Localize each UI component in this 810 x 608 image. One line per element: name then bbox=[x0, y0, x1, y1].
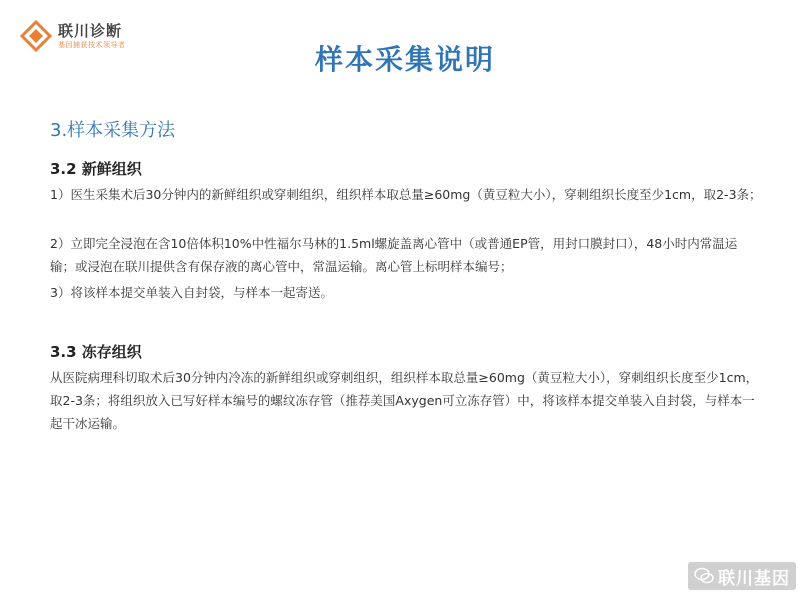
logo-tagline: 基因捕获技术领导者 bbox=[58, 41, 126, 49]
wechat-icon bbox=[694, 566, 714, 586]
watermark-text: 联川基因 bbox=[718, 568, 790, 589]
section-heading: 3.样本采集方法 bbox=[50, 120, 176, 141]
logo-name: 联川诊断 bbox=[58, 22, 123, 40]
subsection-heading-fresh-tissue: 3.2 新鲜组织 bbox=[50, 160, 142, 178]
fresh-tissue-step-3: 3）将该样本提交单装入自封袋，与样本一起寄送。 bbox=[50, 285, 333, 300]
fresh-tissue-step-1: 1）医生采集术后30分钟内的新鲜组织或穿刺组织，组织样本取总量≥60mg（黄豆粒大小），穿刺组织长度至少1cm，取2-3条； bbox=[50, 187, 762, 202]
frozen-tissue-description: 从医院病理科切取术后30分钟内冷冻的新鲜组织或穿刺组织，组织样本取总量≥60mg（黄豆粒大小），穿刺组织长度至少1cm，取2-3条；将组织放入已写好样本编号的螺纹冻存管（推荐美国Axygen可立冻存管）中，将该样本提交单装入自封袋，与样本一起干冰运输。 bbox=[50, 370, 759, 431]
page-title: 样本采集说明 bbox=[314, 43, 495, 76]
watermark bbox=[688, 562, 796, 590]
subsection-heading-frozen-tissue: 3.3 冻存组织 bbox=[50, 343, 142, 361]
fresh-tissue-step-2: 2）立即完全浸泡在含10倍体积10%中性福尔马林的1.5ml螺旋盖离心管中（或普通EP管，用封口膜封口），48小时内常温运输；或浸泡在联川提供含有保存液的离心管中，常温运输。离心管上标明样本编号； bbox=[50, 236, 738, 274]
